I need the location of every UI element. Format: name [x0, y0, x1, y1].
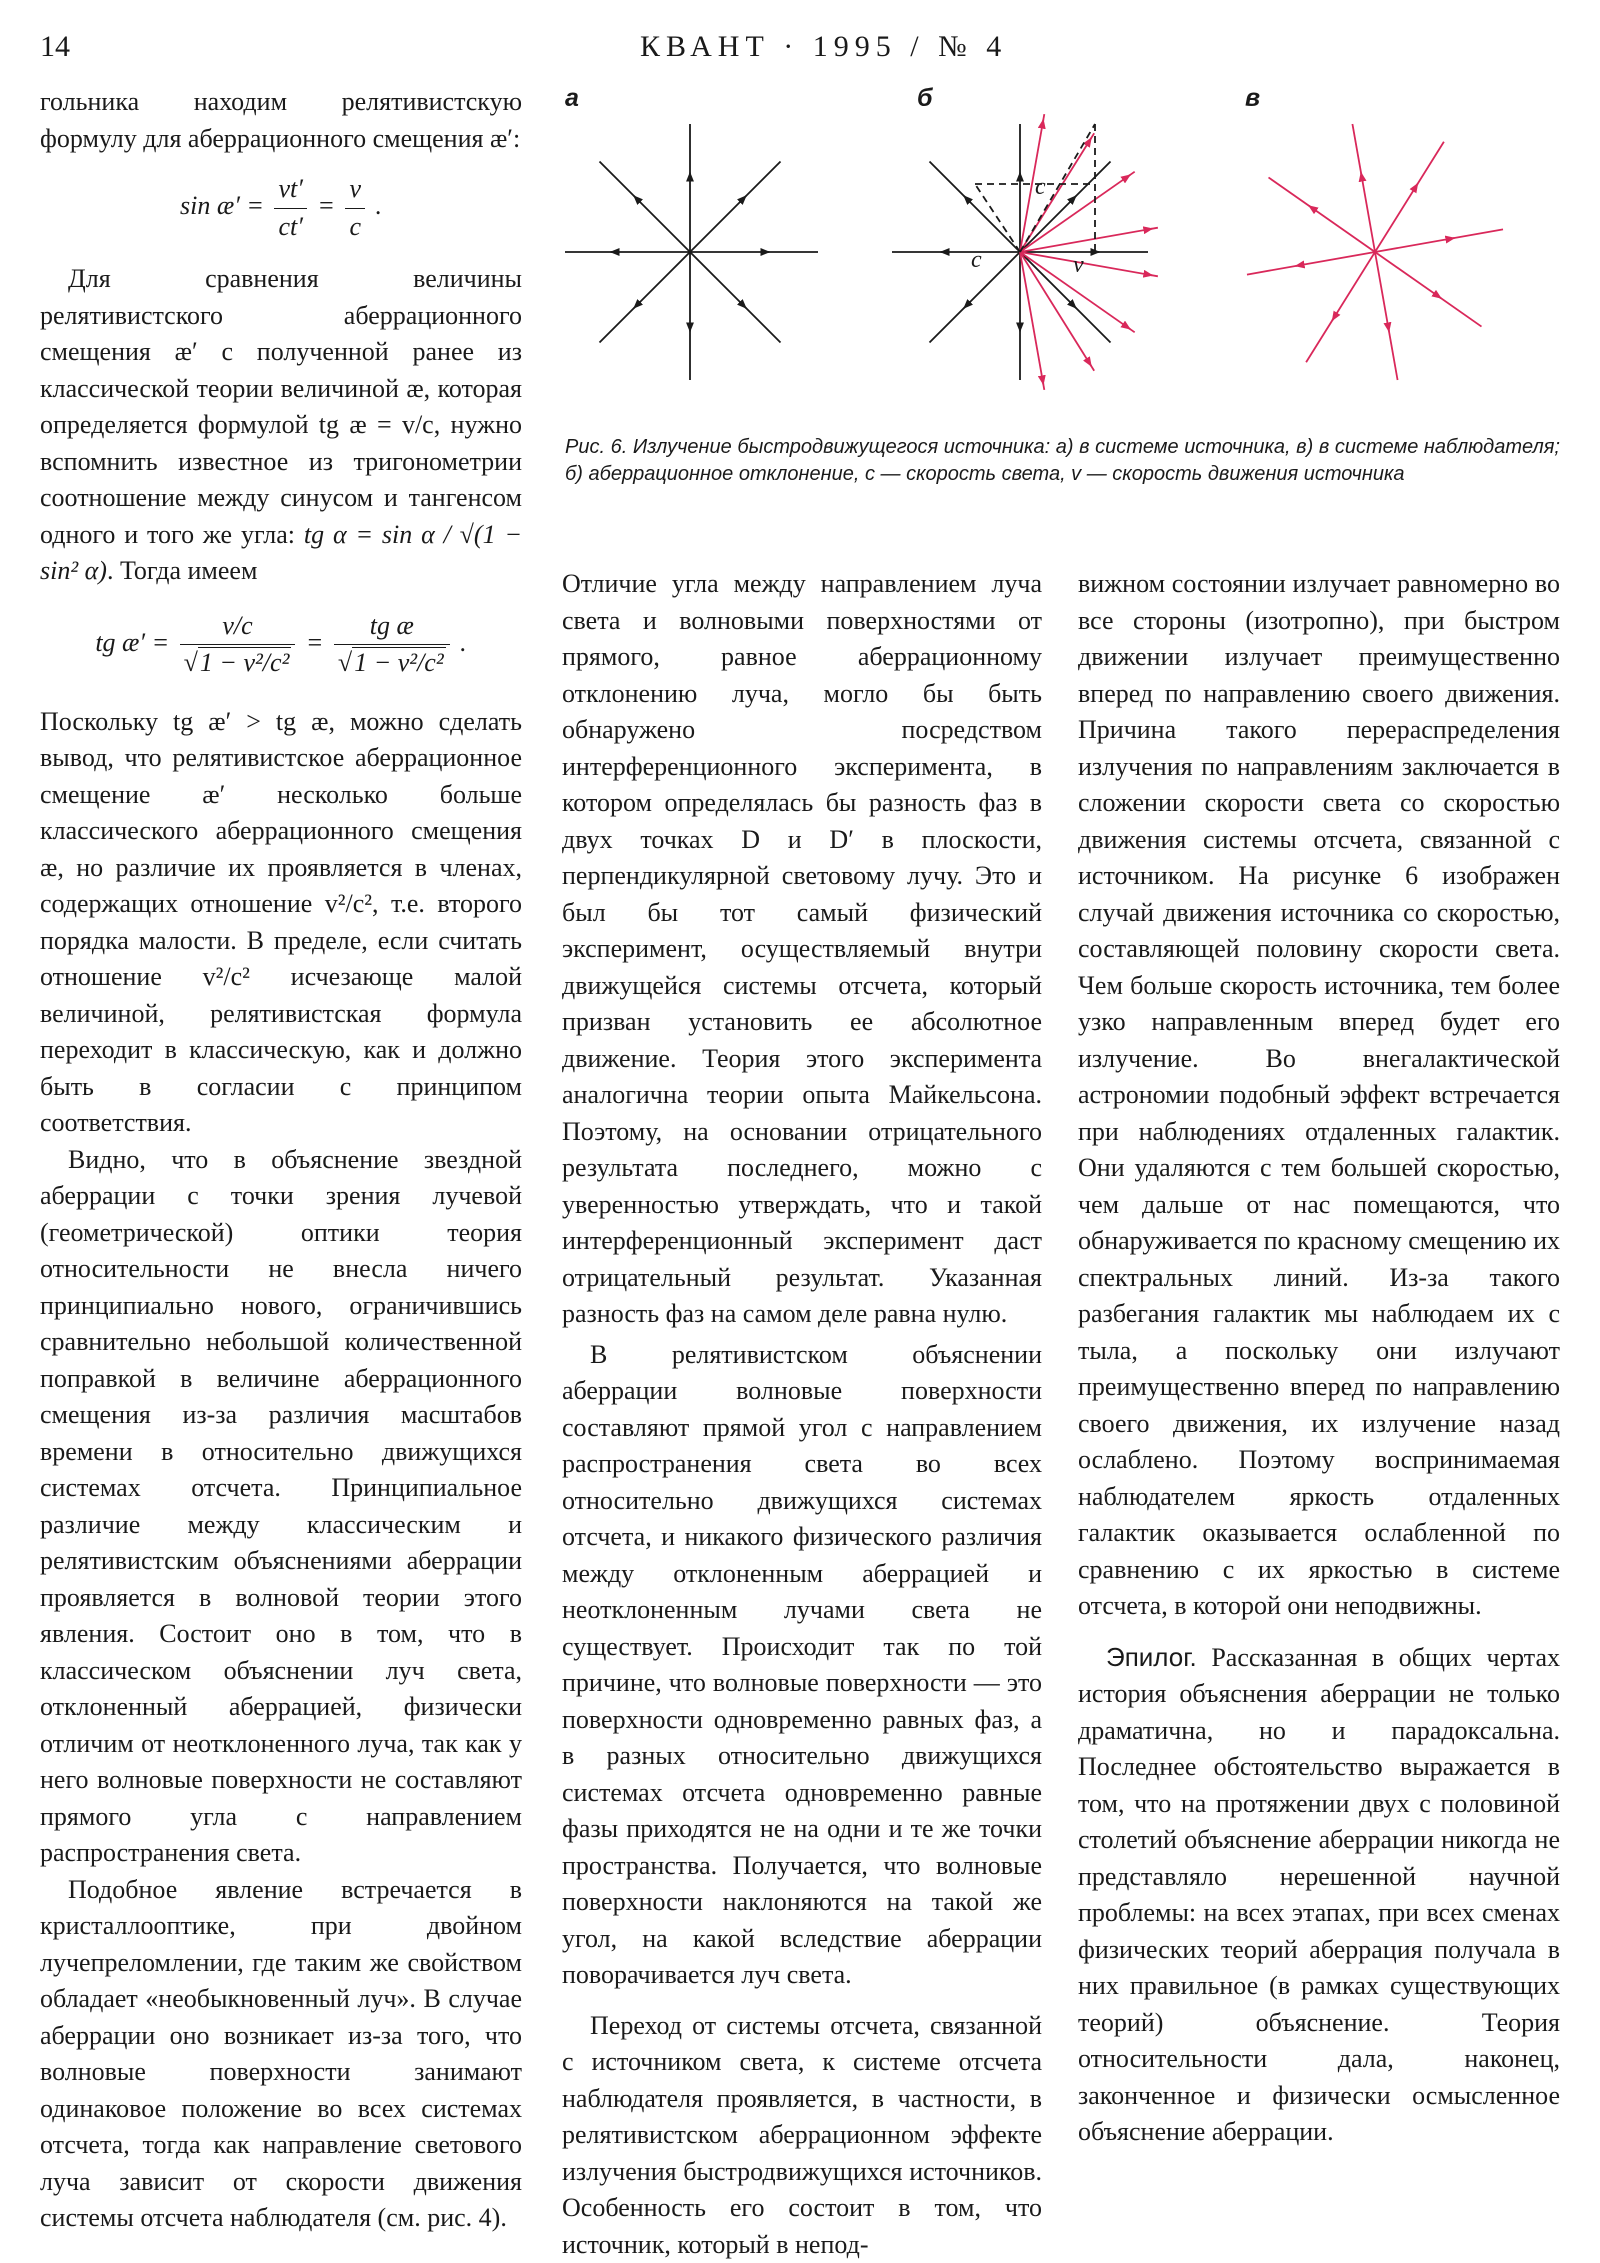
ray-a — [690, 252, 781, 343]
col2-paragraph-2: В релятивистском объяснении аберрации волновые поверхности составляют прямой угол с направлением распространения света во всех относительно движущихся системах отсчета, и никакого физического различия между отклоненным аберрацией и неотклоненным лучами света не существует. Происходит так по той причине, что волновые поверхности — это поверхности одновременно равных фаз, а в разных относительно движущихся системах отсчета одновременно равные фазы приходятся не на одни и те же точки пространства. Получается, что волновые поверхности наклоняются на такой же угол, на какой вследствие аберрации поворачивается луч света. — [562, 1337, 1042, 1994]
ray-a-arrowhead — [634, 196, 638, 200]
ray-v — [1306, 252, 1375, 362]
construction-dashed-line — [975, 184, 1020, 252]
ray-v — [1247, 252, 1375, 275]
col1-paragraph-1: гольника находим релятивистскую формулу для аберрационного смещения æ′: — [40, 84, 522, 157]
col1-paragraph-4: Видно, что в объяснение звездной аберрации с точки зрения лучевой (геометрической) оптики теория относительности не внесла ничего принципиально нового, ограничившись сравнительно небольшой количественной поправкой в величине аберрационного смещения из-за различия масштабов времени в относительно движущихся системах отсчета. Принципиальное различие между классическим и релятивистским объяснениями аберрации проявляется в волновой теории этого явления. Состоит оно в том, что в классическом объяснении луч света, отклоненный аберрацией, физически отличим от неотклоненного луча, так как у него волновые поверхности не составляют прямого угла с направлением распространения света. — [40, 1142, 522, 1872]
ray-b-red-arrowhead — [1126, 326, 1131, 329]
ray-b-black-arrowhead — [964, 196, 968, 200]
label-c-left: c — [971, 247, 982, 273]
ray-v — [1375, 229, 1503, 252]
ray-b-red-arrowhead — [1042, 379, 1043, 385]
column-3 — [1078, 566, 1560, 2151]
formula2-lhs: tg æ′ = — [95, 627, 169, 656]
diagram-a-isotropic — [565, 124, 818, 380]
ray-a — [599, 252, 690, 343]
formula2-fraction-1: $\frac{v/c}{\text{√1 − v²/c²}}$ — [180, 608, 296, 682]
epilog-label: Эпилог. — [1106, 1642, 1197, 1672]
col1-paragraph-3: Поскольку tg æ′ > tg æ, можно сделать вывод, что релятивистское аберрационное смещение æ′ несколько больше классического аберрационного смещения æ, но различие их проявляется в членах, содержащих отношение v²/c², т.е. второго порядка малости. В пределе, если считать отношение v²/c² исчезающе малой величиной, релятивистская формула переходит в классическую, как и должно быть в согласии с принципом соответствия. — [40, 704, 522, 1142]
formula2-end: . — [460, 627, 467, 656]
figure-label-a: а — [565, 84, 579, 113]
formula1-end: . — [375, 191, 382, 220]
ray-v-arrowhead — [1332, 316, 1335, 320]
ray-b-red-arrowhead — [1126, 175, 1131, 178]
col2-paragraph-1: Отличие угла между направлением луча света и волновыми поверхностями от прямого, равное аберрационному отклонению луча, могло бы быть обнаружено посредством интерференционного эксперимента, в котором определялась бы разность фаз в двух точках D и D′ в плоскости, перпендикулярной световому лучу. Это и был бы тот самый физический эксперимент, осуществляемый внутри движущейся системы отсчета, который призван установить ее абсолютное движение. Теория этого эксперимента аналогична теории опыта Майкельсона. Поэтому, на основании отрицательного результата последнего, можно с уверенностью утверждать, что и такой интерференционный эксперимент даст отрицательный результат. Указанная разность фаз на самом деле равна нулю. — [562, 566, 1042, 1333]
ray-v-arrowhead — [1361, 173, 1362, 178]
ray-v-arrowhead — [1388, 326, 1389, 331]
formula1-lhs: sin æ′ = — [180, 191, 264, 220]
ray-a-arrowhead — [742, 196, 746, 200]
figure-6-diagram — [565, 84, 1565, 424]
ray-a — [690, 161, 781, 252]
ray-a — [599, 161, 690, 252]
formula-tg-alpha: tg α = sin α / √(1 − sin² α) — [40, 520, 522, 586]
ray-b-red-arrowhead — [1042, 120, 1043, 126]
ray-b-black-arrowhead — [964, 304, 968, 308]
ray-v-arrowhead — [1296, 265, 1301, 266]
ray-b-black-arrowhead — [1072, 304, 1076, 308]
formula2-equals: = — [306, 627, 324, 656]
ray-a-arrowhead — [634, 304, 638, 308]
ray-v-arrowhead — [1415, 184, 1418, 188]
diagram-b-aberration — [892, 114, 1158, 390]
formula-tg-aberration — [40, 608, 522, 682]
ray-a-arrowhead — [742, 304, 746, 308]
ray-v-arrowhead — [1449, 238, 1454, 239]
col1-paragraph-5: Подобное явление встречается в кристаллооптике, при двойном лучепреломлении, где таким же свойством обладает «необыкновенный луч». В случае аберрации оно возникает из-за того, что волновые поверхности занимают одинаковое положение во всех системах отсчета, тогда как направление светового луча зависит от скорости движения системы отсчета наблюдателя (см. рис. 4). — [40, 1872, 522, 2237]
ray-b-red-arrowhead — [1088, 138, 1091, 143]
formula2-fraction-2: $\frac{\text{tg æ}}{\text{√1 − v²/c²}}$ — [334, 608, 450, 682]
formula1-fraction-2: $\frac{v}{c}$ — [345, 171, 365, 245]
col2-paragraph-3: Переход от системы отсчета, связанной с источником света, к системе отсчета наблюдателя проявляется, в частности, в релятивистском аберрационном эффекте излучения быстродвижущихся источников. Особенность его состоит в том, что источник, который в непод- — [562, 2008, 1042, 2263]
ray-b-black-arrowhead — [1072, 196, 1076, 200]
formula1-fraction-1: $\frac{vt'}{ct'}$ — [274, 171, 306, 245]
ray-v — [1269, 177, 1375, 252]
ray-v — [1375, 142, 1444, 252]
ray-b-red-arrowhead — [1147, 229, 1153, 230]
page-number: 14 — [40, 30, 70, 64]
col3-paragraph-2: Эпилог. Рассказанная в общих чертах история объяснения аберрации не только драматична, но и парадоксальна. Последнее обстоятельство выражается в том, что на протяжении двух с половиной столетий объяснение аберрации никогда не представляло нерешенной научной проблемы: на всех этапах, при всех сменах физических теорий аберрация получала в них правильное (в рамках существующих теорий) объяснение. Теория относительности дала, наконец, законченное и физически осмысленное объяснение аберрации. — [1078, 1639, 1560, 2151]
figure-label-b: б — [917, 84, 932, 113]
col1-paragraph-2: Для сравнения величины релятивистского аберрационного смещения æ′ с полученной ранее из классической теории величиной æ, которая определяется формулой tg æ = v/c, нужно вспомнить известное из тригонометрии соотношение между синусом и тангенсом одного и того же угла: tg α = sin α / √(1 − sin² α). Тогда имеем — [40, 261, 522, 590]
column-1 — [40, 84, 522, 2237]
figure-label-v: в — [1245, 84, 1260, 113]
diagram-v-observer — [1247, 124, 1503, 380]
ray-b-red-arrowhead — [1088, 361, 1091, 366]
column-2 — [562, 566, 1042, 2263]
figure-6 — [565, 84, 1565, 424]
figure-caption: Рис. 6. Излучение быстродвижущегося источника: а) в системе источника, в) в системе наблюдателя; б) аберрационное отклонение, c — скорость света, v — скорость движения источника — [565, 434, 1560, 488]
journal-header: КВАНТ · 1995 / № 4 — [640, 30, 1007, 64]
ray-b-black — [929, 161, 1020, 252]
ray-v — [1375, 252, 1398, 380]
ray-v — [1375, 252, 1481, 327]
ray-v-arrowhead — [1437, 295, 1441, 298]
label-v: v — [1073, 252, 1084, 278]
ray-b-red-arrowhead — [1147, 274, 1153, 275]
formula1-equals: = — [317, 191, 335, 220]
ray-v-arrowhead — [1309, 206, 1313, 209]
formula-sin-aberration — [40, 171, 522, 245]
label-c-upper: c — [1035, 174, 1046, 200]
ray-v — [1352, 124, 1375, 252]
col3-paragraph-1: вижном состоянии излучает равномерно во все стороны (изотропно), при быстром движении излучает преимущественно вперед по направлению своего движения. Причина такого перераспределения излучения по направлениям заключается в сложении скорости света со скоростью движения системы отсчета, связанной с источником. На рисунке 6 изображен случай движения источника со скоростью, составляющей половину скорости света. Чем больше скорость источника, тем более узко направленным вперед будет его излучение. Во внегалактической астрономии подобный эффект встречается при наблюдениях отдаленных галактик. Они удаляются с тем большей скоростью, чем дальше от нас помещаются, что обнаруживается по красному смещению их спектральных линий. Из-за такого разбегания галактик мы наблюдаем их с тыла, а поскольку они излучают преимущественно вперед по направлению своего движения, их излучение назад ослаблено. Поэтому воспринимаемая наблюдателем яркость отдаленных галактик оказывается ослабленной по сравнению с их яркостью в системе отсчета, в которой они неподвижны. — [1078, 566, 1560, 1625]
